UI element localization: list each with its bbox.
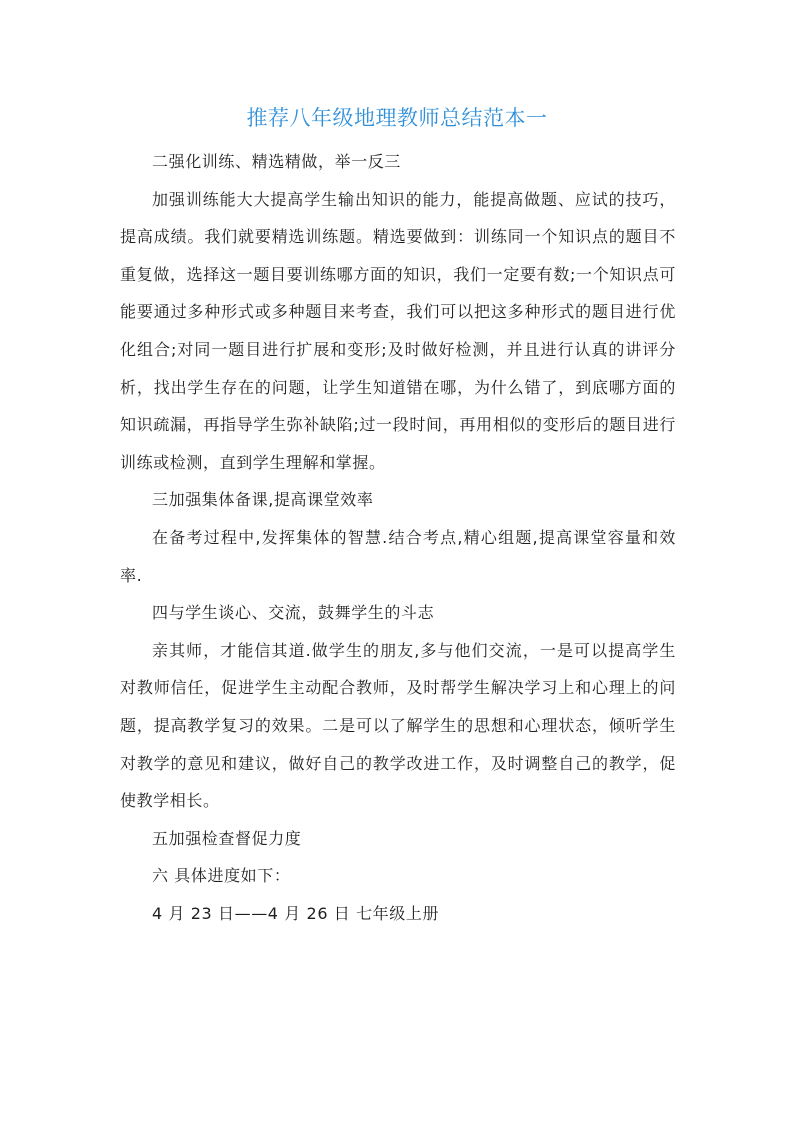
- paragraph-training: 加强训练能大大提高学生输出知识的能力，能提高做题、应试的技巧，提高成绩。我们就要精选训练题。精选要做到：训练同一个知识点的题目不重复做，选择这一题目要训练哪方面的知识，我们一定要有数;一个知识点可能要通过多种形式或多种题目来考查，我们可以把这多种形式的题目进行优化组合;对同一题目进行扩展和变形;及时做好检测，并且进行认真的讲评分析，找出学生存在的问题，让学生知道错在哪，为什么错了，到底哪方面的知识疏漏，再指导学生弥补缺陷;过一段时间，再用相似的变形后的题目进行训练或检测，直到学生理解和掌握。: [120, 189, 676, 472]
- heading-communicate-with-students: 四与学生谈心、交流，鼓舞学生的斗志: [152, 603, 435, 623]
- document-title: 推荐八年级地理教师总结范本一: [246, 106, 548, 130]
- paragraph-lesson-prep: 在备考过程中,发挥集体的智慧.结合考点,精心组题,提高课堂容量和效率.: [120, 527, 676, 585]
- heading-strengthen-training: 二强化训练、精选精做，举一反三: [152, 152, 402, 171]
- document-body: [120, 143, 676, 932]
- heading-collective-lesson-prep: 三加强集体备课,提高课堂效率: [152, 490, 374, 510]
- schedule-item: 4 月 23 日——4 月 26 日 七年级上册: [152, 903, 440, 923]
- paragraph-communication: 亲其师，才能信其道.做学生的朋友,多与他们交流，一是可以提高学生对教师信任，促进学生主动配合教师，及时帮学生解决学习上和心理上的问题，提高教学复习的效果。二是可以了解学生的思想和心理状态，倾听学生对教学的意见和建议，做好自己的教学改进工作，及时调整自己的教学，促使教学相长。: [120, 640, 676, 811]
- heading-schedule: 六 具体进度如下：: [152, 866, 291, 886]
- heading-supervision: 五加强检查督促力度: [152, 828, 302, 848]
